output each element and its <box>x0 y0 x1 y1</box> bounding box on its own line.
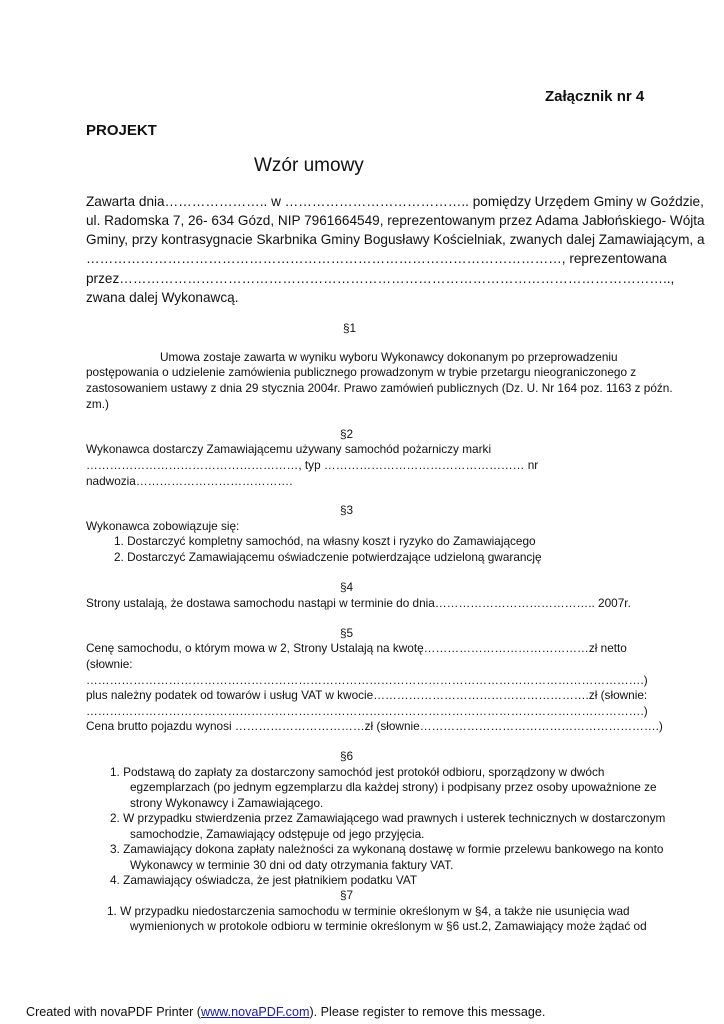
section-6-line: egzemplarzach (po jednym egzemplarzu dla każdej strony) i podpisany przez osoby upoważnione ze <box>130 780 657 794</box>
section-5-line: (słownie: <box>86 657 133 671</box>
section-6-line: samochodzie, Zamawiający odstępuje od jego przyjęcia. <box>130 827 425 841</box>
section-1-line: Umowa zostaje zawarta w wyniku wyboru Wykonawcy dokonanym po przeprowadzeniu <box>160 350 618 364</box>
intro-line: przez………………………………………………………………………………………………………….., <box>86 271 675 286</box>
intro-line: Gminy, przy kontrasygnacie Skarbnika Gminy Bogusławy Kościelniak, zwanych dalej Zamawiającym, a <box>86 232 705 247</box>
section-1-line: zastosowaniem ustawy z dnia 29 stycznia 2004r. Prawo zamówień publicznych (Dz. U. Nr 164 poz. 1163 z późn. <box>86 381 673 395</box>
section-6-line: 3. Zamawiający dokona zapłaty należności za wykonaną dostawę w formie przelewu bankowego na konto <box>110 842 664 856</box>
section-7-heading: §7 <box>340 888 354 902</box>
watermark-prefix: Created with novaPDF Printer ( <box>26 1005 201 1019</box>
section-7-line: 1. W przypadku niedostarczenia samochodu w terminie określonym w §4, a także nie usunięcia wad <box>107 904 630 918</box>
section-2-line: nadwozia…………………………………. <box>86 474 293 488</box>
section-1-heading: §1 <box>343 321 357 335</box>
novapdf-link[interactable]: www.novaPDF.com <box>200 1005 310 1019</box>
section-7-line: wymienionych w protokole odbioru w terminie określonym w §6 ust.2, Zamawiający może żądać od <box>130 919 647 933</box>
intro-line: ul. Radomska 7, 26- 634 Gózd, NIP 7961664549, reprezentowanym przez Adama Jabłońskiego- Wójta <box>86 213 705 228</box>
section-3-heading: §3 <box>340 503 354 517</box>
section-6-line: Wykonawcy w terminie 30 dni od daty otrzymania faktury VAT. <box>130 858 454 872</box>
section-6-heading: §6 <box>340 749 354 763</box>
section-5-line: Cenę samochodu, o którym mowa w 2, Strony Ustalają na kwotę……………………………………zł netto <box>86 641 627 655</box>
section-3-item: 2. Dostarczyć Zamawiającemu oświadczenie potwierdzające udzieloną gwarancję <box>114 550 542 564</box>
section-6-line: 4. Zamawiający oświadcza, że jest płatnikiem podatku VAT <box>110 873 418 887</box>
section-5-line: Cena brutto pojazdu wynosi ……………………………zł (słownie…………………………………………………….) <box>86 719 663 733</box>
section-2-line: ………………………………………………, typ …………………………………………… nr <box>86 458 539 472</box>
section-5-line: plus należny podatek od towarów i usług VAT w kwocie……………………………………………….zł (słownie: <box>86 688 648 702</box>
section-4-text: Strony ustalają, że dostawa samochodu nastąpi w terminie do dnia………………………………….. 2007r. <box>86 596 631 610</box>
annex-label: Załącznik nr 4 <box>545 88 645 105</box>
watermark-footer <box>26 1005 545 1019</box>
intro-line: ……………………………………………………………………………………………, reprezentowana <box>86 251 667 266</box>
section-6-line: strony Wykonawcy i Zamawiającego. <box>130 796 324 810</box>
section-2-line: Wykonawca dostarczy Zamawiającemu używany samochód pożarniczy marki <box>86 442 492 456</box>
section-1-line: postępowania o udzielenie zamówienia publicznego prowadzonym w trybie przetargu nieograniczonego z <box>86 365 637 379</box>
section-6-line: 1. Podstawą do zapłaty za dostarczony samochód jest protokół odbioru, sporządzony w dwóch <box>110 765 605 779</box>
section-5-line: …………………………………………………………………………………………………………………………….) <box>86 673 648 687</box>
section-4-heading: §4 <box>340 580 354 594</box>
section-5-heading: §5 <box>340 626 354 640</box>
section-1-line: zm.) <box>86 397 109 411</box>
section-6-line: 2. W przypadku stwierdzenia przez Zamawiającego wad prawnych i usterek technicznych w dostarczonym <box>110 811 666 825</box>
section-3-intro: Wykonawca zobowiązuje się: <box>86 519 240 533</box>
watermark-suffix: ). Please register to remove this message. <box>309 1005 546 1019</box>
page-title: Wzór umowy <box>254 155 364 176</box>
section-3-item: 1. Dostarczyć kompletny samochód, na własny koszt i ryzyko do Zamawiającego <box>114 534 536 548</box>
section-2-heading: §2 <box>340 427 354 441</box>
intro-line: zwana dalej Wykonawcą. <box>86 290 239 305</box>
section-5-line: …………………………………………………………………………………………………………………………….) <box>86 704 648 718</box>
intro-line: Zawarta dnia………………….. w ………………………………….. pomiędzy Urzędem Gminy w Goździe, <box>86 194 704 209</box>
project-label: PROJEKT <box>86 122 157 139</box>
